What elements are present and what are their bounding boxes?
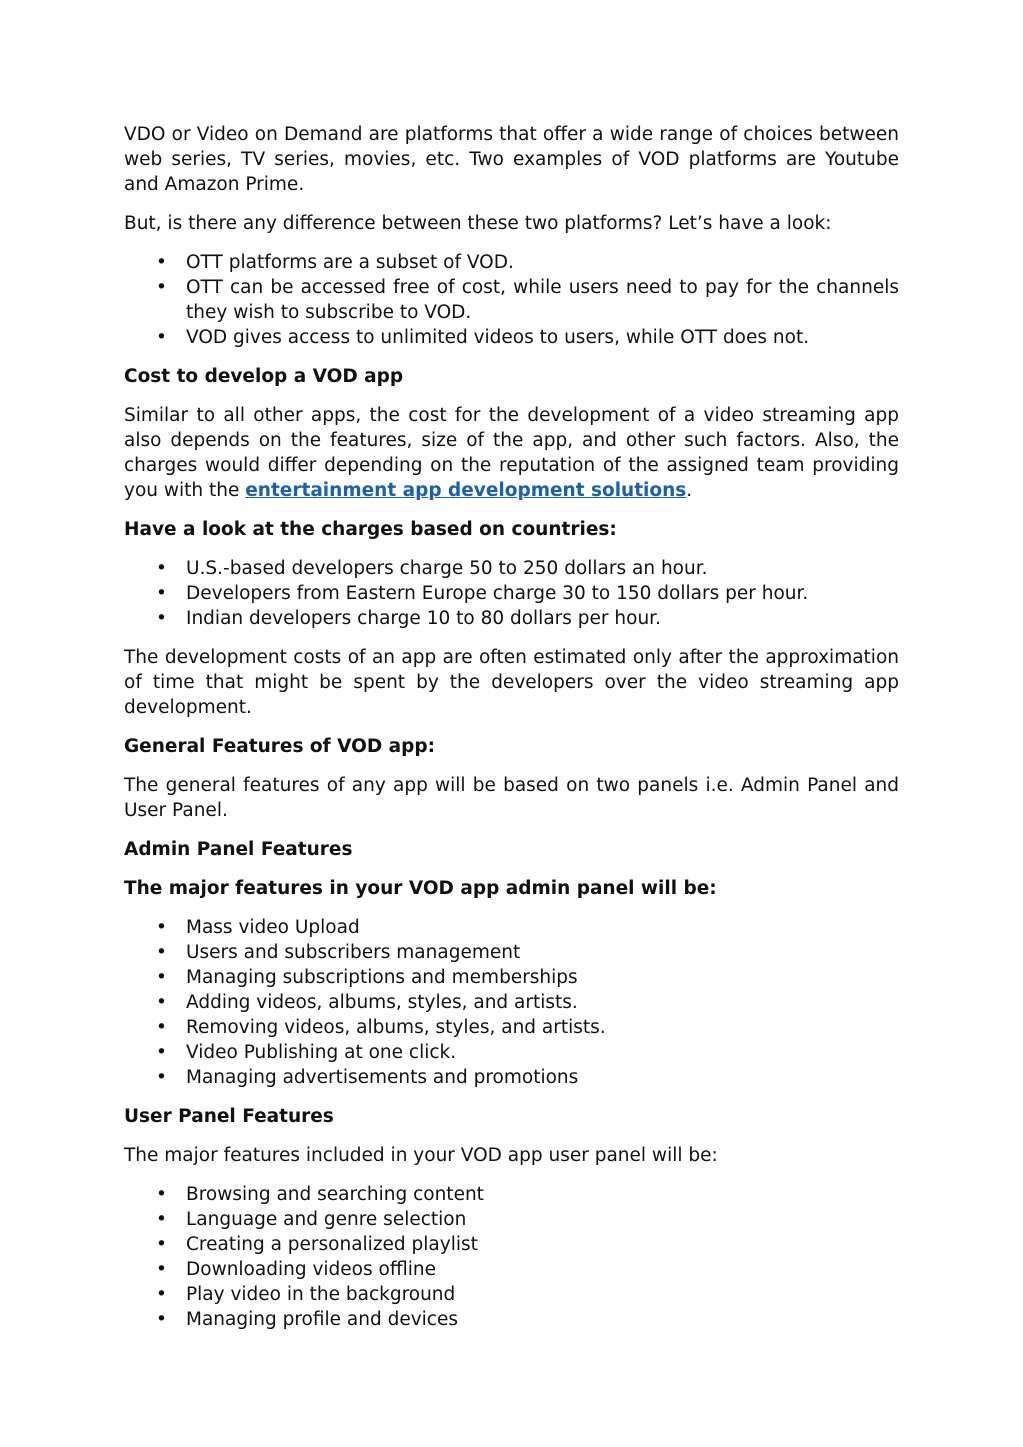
cost-heading: Cost to develop a VOD app	[124, 366, 404, 387]
countries-heading: Have a look at the charges based on countries:	[124, 519, 617, 540]
list-item: • Play video in the background	[156, 1284, 456, 1305]
list-item: • OTT platforms are a subset of VOD.	[156, 252, 514, 273]
bullet-icon: •	[156, 942, 167, 963]
bullet-icon: •	[156, 1284, 167, 1305]
general-features-paragraph: The general features of any app will be based on two panels i.e. Admin Panel and User Panel.	[124, 775, 899, 821]
bullet-icon: •	[156, 992, 167, 1013]
list-item: • Video Publishing at one click.	[156, 1042, 457, 1063]
bullet-icon: •	[156, 277, 167, 298]
list-item: • Browsing and searching content	[156, 1184, 484, 1205]
list-item: • Managing profile and devices	[156, 1309, 458, 1330]
countries-list	[124, 556, 899, 631]
list-item: • Indian developers charge 10 to 80 dollars per hour.	[156, 608, 661, 629]
user-features-list	[124, 1182, 899, 1332]
question-paragraph: But, is there any difference between these two platforms? Let’s have a look:	[124, 213, 832, 234]
admin-panel-heading: Admin Panel Features	[124, 839, 353, 860]
bullet-icon: •	[156, 608, 167, 629]
admin-features-list	[124, 915, 899, 1090]
list-item: • Mass video Upload	[156, 917, 360, 938]
bullet-icon: •	[156, 1309, 167, 1330]
general-features-heading: General Features of VOD app:	[124, 736, 435, 757]
list-item: • Language and genre selection	[156, 1209, 467, 1230]
bullet-icon: •	[156, 1234, 167, 1255]
list-item: • Adding videos, albums, styles, and artists.	[156, 992, 578, 1013]
list-item: • Managing advertisements and promotions	[156, 1067, 579, 1088]
list-item: • Removing videos, albums, styles, and artists.	[156, 1017, 606, 1038]
bullet-icon: •	[156, 558, 167, 579]
admin-panel-subheading: The major features in your VOD app admin panel will be:	[124, 878, 717, 899]
bullet-icon: •	[156, 1209, 167, 1230]
bullet-icon: •	[156, 1184, 167, 1205]
bullet-icon: •	[156, 583, 167, 604]
bullet-icon: •	[156, 252, 167, 273]
list-item: • Creating a personalized playlist	[156, 1234, 478, 1255]
bullet-icon: •	[156, 967, 167, 988]
bullet-icon: •	[156, 1042, 167, 1063]
list-item: • Managing subscriptions and memberships	[156, 967, 578, 988]
entertainment-app-link[interactable]: entertainment app development solutions	[245, 480, 687, 501]
bullet-icon: •	[156, 917, 167, 938]
list-item: • U.S.-based developers charge 50 to 250 dollars an hour.	[156, 558, 708, 579]
bullet-icon: •	[156, 1017, 167, 1038]
bullet-icon: •	[156, 327, 167, 348]
list-item: • OTT can be accessed free of cost, while users need to pay for the channels they wish to subscribe to VOD.	[156, 277, 899, 323]
cost-paragraph: Similar to all other apps, the cost for the development of a video streaming app also depends on the features, size of the app, and other such factors. Also, the charges would differ depending on the reputation of the assigned team providing you with the entertainment app development solutions.	[124, 405, 899, 501]
list-item: • VOD gives access to unlimited videos to users, while OTT does not.	[156, 327, 810, 348]
bullet-icon: •	[156, 1259, 167, 1280]
user-panel-heading: User Panel Features	[124, 1106, 334, 1127]
list-item: • Downloading videos offline	[156, 1259, 436, 1280]
document-page	[124, 122, 899, 1346]
user-panel-intro: The major features included in your VOD app user panel will be:	[124, 1145, 718, 1166]
list-item: • Developers from Eastern Europe charge 30 to 150 dollars per hour.	[156, 583, 809, 604]
cost-estimate-paragraph: The development costs of an app are often estimated only after the approximation of time that might be spent by the developers over the video streaming app development.	[124, 647, 899, 718]
intro-paragraph: VDO or Video on Demand are platforms that offer a wide range of choices between web series, TV series, movies, etc. Two examples of VOD platforms are Youtube and Amazon Prime.	[124, 124, 899, 195]
bullet-icon: •	[156, 1067, 167, 1088]
differences-list	[124, 250, 899, 350]
list-item: • Users and subscribers management	[156, 942, 521, 963]
